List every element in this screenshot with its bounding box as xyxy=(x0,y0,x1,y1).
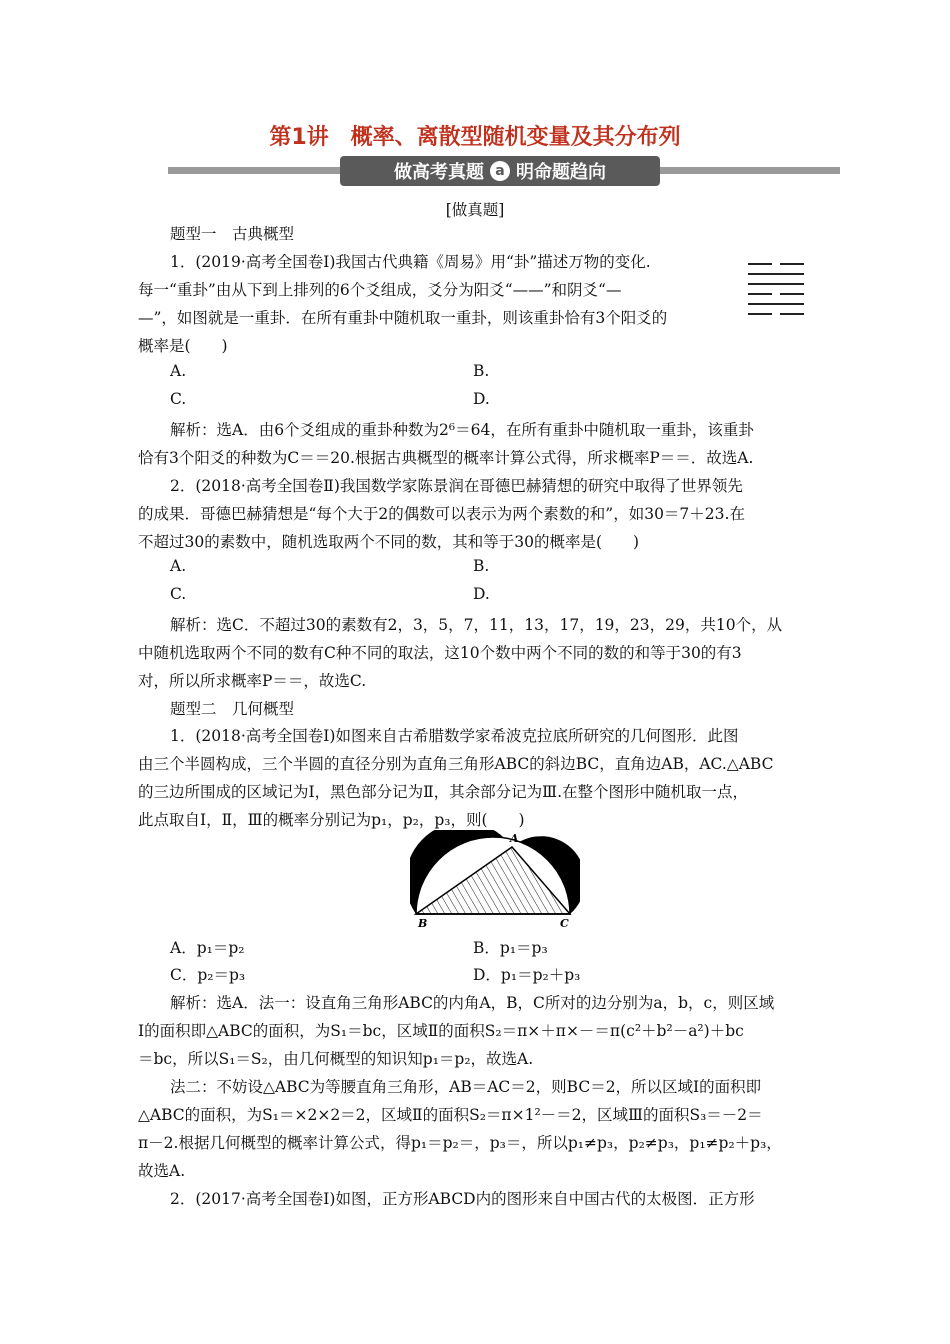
solution-line: ＝bc，所以S₁＝S₂，由几何概型的知识知p₁＝p₂，故选A. xyxy=(138,1050,534,1068)
text-line: 1．(2019·高考全国卷Ⅰ)我国古代典籍《周易》用“卦”描述万物的变化. xyxy=(170,253,651,271)
option-d: D．p₁＝p₂＋p₃ xyxy=(473,966,581,984)
text-line: 2．(2018·高考全国卷Ⅱ)我国数学家陈景润在哥德巴赫猜想的研究中取得了世界领先 xyxy=(170,477,743,495)
solution-line: 法二：不妨设△ABC为等腰直角三角形，AB＝AC＝2，则BC＝2，所以区域Ⅰ的面积即 xyxy=(170,1078,762,1096)
text-line: 2．(2017·高考全国卷Ⅰ)如图，正方形ABCD内的图形来自中国古代的太极图．正方形 xyxy=(170,1190,755,1208)
option-b: B. xyxy=(473,557,490,575)
text-line: —”，如图就是一重卦．在所有重卦中随机取一重卦，则该重卦恰有3个阳爻的 xyxy=(138,309,668,327)
label-a: A xyxy=(510,832,519,845)
text-line: 不超过30的素数中，随机选取两个不同的数，其和等于30的概率是( ) xyxy=(138,533,640,551)
page-title: 第1讲 概率、离散型随机变量及其分布列 xyxy=(269,125,681,150)
solution-line: 对，所以所求概率P＝＝，故选C. xyxy=(138,672,367,690)
section-banner xyxy=(340,156,660,186)
option-a: A．p₁＝p₂ xyxy=(170,939,245,957)
text-line: 概率是( ) xyxy=(138,337,228,355)
section-heading: 题型一 古典概型 xyxy=(170,225,295,243)
solution-line: 解析：选A．由6个爻组成的重卦种数为2⁶＝64，在所有重卦中随机取一重卦，该重卦 xyxy=(170,421,754,439)
hexagram-figure xyxy=(748,259,804,319)
solution-line: Ⅰ的面积即△ABC的面积，为S₁＝bc，区域Ⅱ的面积S₂＝π×＋π×－＝π(c²＋b²－a²)＋bc xyxy=(138,1022,744,1040)
option-a: A. xyxy=(170,557,187,575)
solution-line: 恰有3个阳爻的种数为C＝＝20.根据古典概型的概率计算公式得，所求概率P＝＝．故选A. xyxy=(138,449,754,467)
text-line: 由三个半圆构成，三个半圆的直径分别为直角三角形ABC的斜边BC，直角边AB，AC.△ABC xyxy=(138,755,774,773)
text-line: 的成果．哥德巴赫猜想是“每个大于2的偶数可以表示为两个素数的和”，如30＝7＋23.在 xyxy=(138,505,745,523)
option-d: D. xyxy=(473,585,490,603)
text-line: 的三边所围成的区域记为Ⅰ，黑色部分记为Ⅱ，其余部分记为Ⅲ.在整个图形中随机取一点， xyxy=(138,783,749,801)
solution-line: 解析：选C．不超过30的素数有2，3，5，7，11，13，17，19，23，29，共10个，从 xyxy=(170,616,783,634)
banner-left-text: 做高考真题 xyxy=(394,162,484,183)
text-line: 此点取自Ⅰ，Ⅱ，Ⅲ的概率分别记为p₁，p₂，p₃，则( ) xyxy=(138,811,525,829)
label-c: C xyxy=(560,917,569,930)
banner-right-text: 明命题趋向 xyxy=(516,162,606,183)
solution-line: 解析：选A．法一：设直角三角形ABC的内角A，B，C所对的边分别为a，b，c，则区域 xyxy=(170,994,775,1012)
hippocrates-lune-figure xyxy=(410,830,580,930)
section-heading: 题型二 几何概型 xyxy=(170,700,295,718)
option-b: B. xyxy=(473,362,490,380)
option-c: C．p₂＝p₃ xyxy=(170,966,246,984)
solution-line: △ABC的面积，为S₁＝×2×2＝2，区域Ⅱ的面积S₂＝π×1²－＝2，区域Ⅲ的面积S₃＝－2＝ xyxy=(138,1106,763,1124)
solution-line: π－2.根据几何概型的概率计算公式，得p₁＝p₂＝，p₃＝，所以p₁≠p₃，p₂≠p₃，p₁≠p₂＋p₃， xyxy=(138,1134,782,1152)
option-b: B．p₁＝p₃ xyxy=(473,939,548,957)
banner-badge: a xyxy=(490,161,510,181)
solution-line: 故选A. xyxy=(138,1162,186,1180)
text-line: 每一“重卦”由从下到上排列的6个爻组成，爻分为阳爻“——”和阴爻“— xyxy=(138,281,622,299)
subheading: [做真题] xyxy=(445,201,505,219)
option-c: C. xyxy=(170,390,187,408)
label-b: B xyxy=(418,917,428,930)
option-c: C. xyxy=(170,585,187,603)
option-a: A. xyxy=(170,362,187,380)
text-line: 1．(2018·高考全国卷Ⅰ)如图来自古希腊数学家希波克拉底所研究的几何图形．此图 xyxy=(170,727,739,745)
solution-line: 中随机选取两个不同的数有C种不同的取法，这10个数中两个不同的数的和等于30的有3 xyxy=(138,644,742,662)
option-d: D. xyxy=(473,390,490,408)
